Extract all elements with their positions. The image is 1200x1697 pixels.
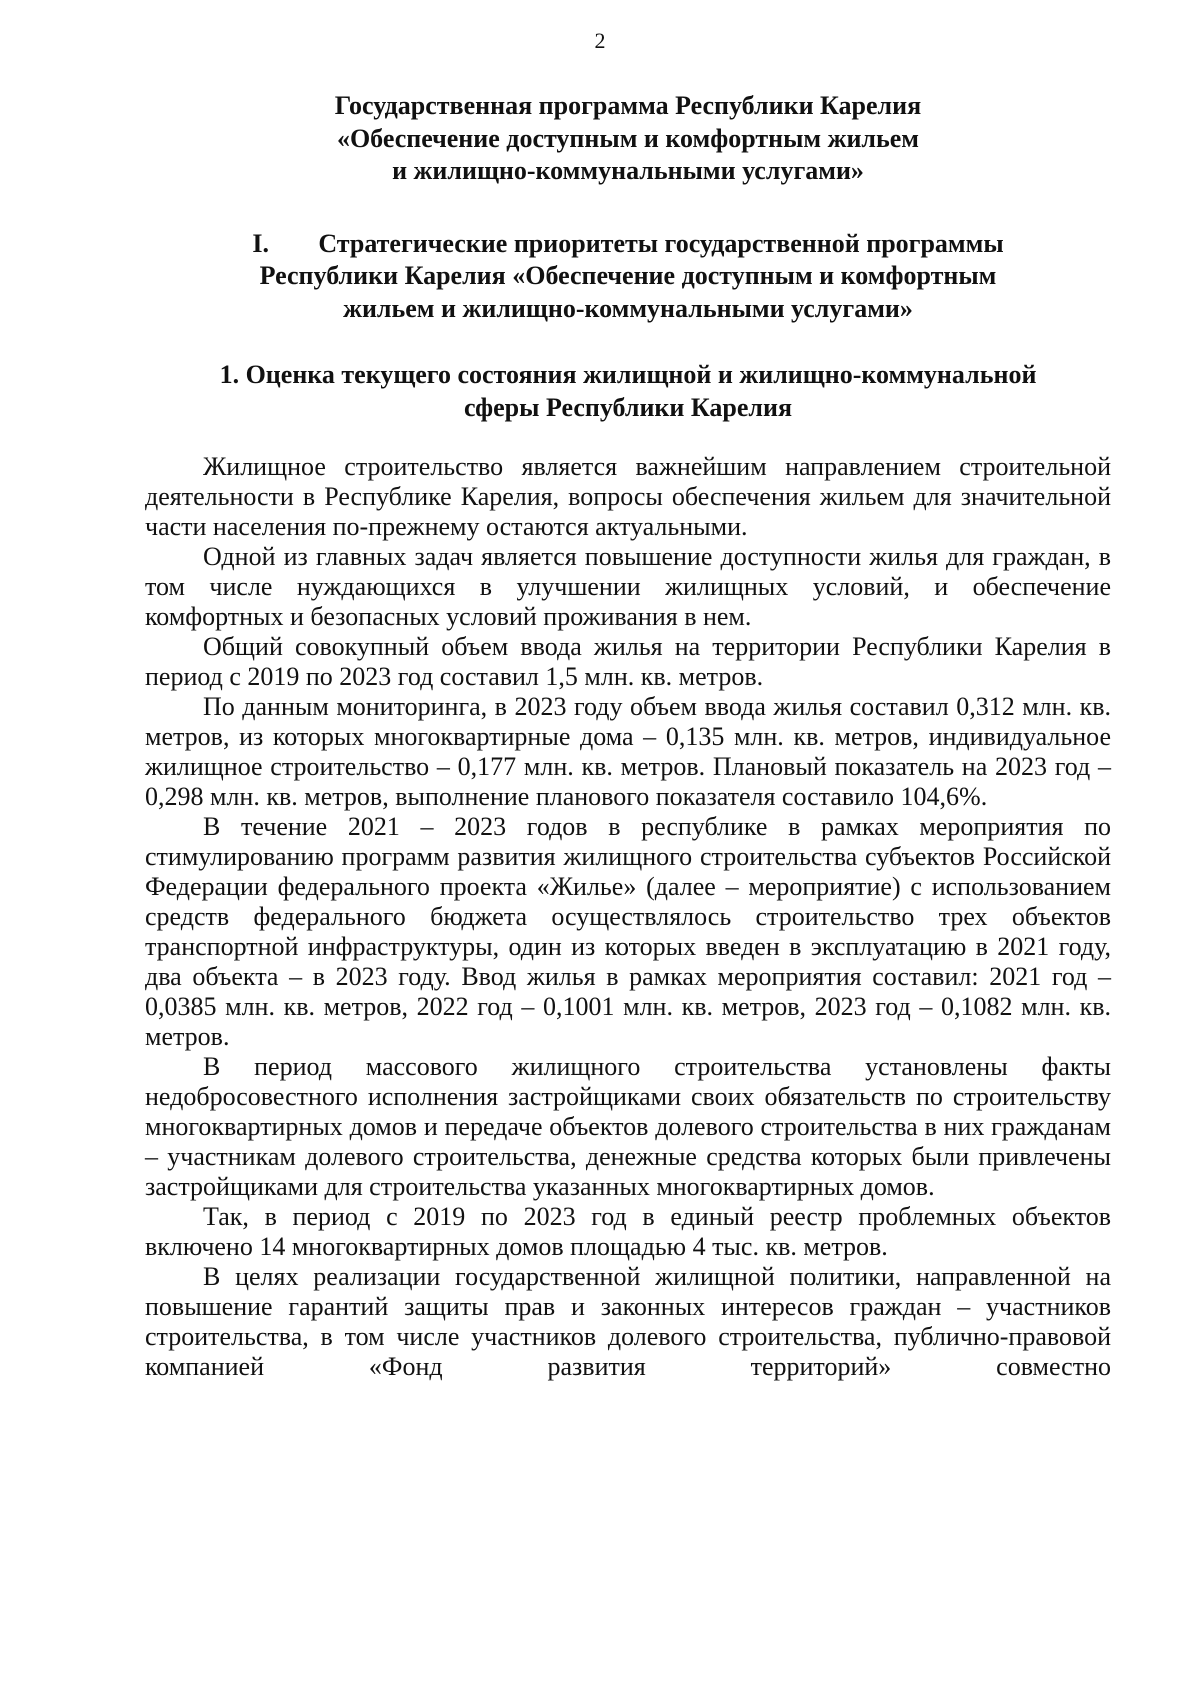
subsection-heading bbox=[145, 359, 1111, 424]
section-numeral: I. bbox=[252, 228, 269, 258]
section-heading-line-2: Республики Карелия «Обеспечение доступным и комфортным bbox=[259, 261, 997, 290]
paragraph: В течение 2021 – 2023 годов в республике в рамках мероприятия по стимулированию программ развития жилищного строительства субъектов Российской Федерации федерального проекта «Жилье» (далее – мероприятие) с использованием средств федерального бюджета осуществлялось строительство трех объектов транспортной инфраструктуры, один из которых введен в эксплуатацию в 2021 году, два объекта – в 2023 году. Ввод жилья в рамках мероприятия составил: 2021 год – 0,0385 млн. кв. метров, 2022 год – 0,1001 млн. кв. метров, 2023 год – 0,1082 млн. кв. метров. bbox=[145, 812, 1111, 1051]
document-content bbox=[145, 90, 1111, 1382]
paragraph: Общий совокупный объем ввода жилья на территории Республики Карелия в период с 2019 по 2023 год составил 1,5 млн. кв. метров. bbox=[145, 632, 1111, 691]
section-heading-line-3: жильем и жилищно-коммунальными услугами» bbox=[343, 293, 913, 323]
paragraph: Одной из главных задач является повышение доступности жилья для граждан, в том числе нуждающихся в улучшении жилищных условий, и обеспечение комфортных и безопасных условий проживания в нем. bbox=[145, 542, 1111, 631]
section-heading bbox=[145, 228, 1111, 326]
title-line-2: «Обеспечение доступным и комфортным жильем bbox=[336, 123, 920, 153]
subsection-heading-line-2: сферы Республики Карелия bbox=[463, 392, 793, 422]
subsection-heading-line-1: 1. Оценка текущего состояния жилищной и жилищно-коммунальной bbox=[219, 360, 1037, 389]
section-heading-line-1 bbox=[145, 228, 1111, 261]
page-number: 2 bbox=[594, 28, 606, 53]
body-text bbox=[145, 452, 1111, 1382]
document-title bbox=[145, 90, 1111, 188]
paragraph: В целях реализации государственной жилищной политики, направленной на повышение гарантий защиты прав и законных интересов граждан – участников строительства, в том числе участников долевого строительства, публично-правовой компанией «Фонд развития территорий» совместно bbox=[145, 1262, 1111, 1381]
title-line-3: и жилищно-коммунальными услугами» bbox=[392, 156, 864, 185]
paragraph: Жилищное строительство является важнейшим направлением строительной деятельности в Республике Карелия, вопросы обеспечения жильем для значительной части населения по-прежнему остаются актуальными. bbox=[145, 452, 1111, 541]
paragraph: В период массового жилищного строительства установлены факты недобросовестного исполнения застройщиками своих обязательств по строительству многоквартирных домов и передаче объектов долевого строительства в них гражданам – участникам долевого строительства, денежные средства которых были привлечены застройщиками для строительства указанных многоквартирных домов. bbox=[145, 1052, 1111, 1201]
title-line-1: Государственная программа Республики Карелия bbox=[334, 91, 922, 120]
section-heading-line-1-text: Стратегические приоритеты государственной программы bbox=[318, 228, 1004, 258]
paragraph: По данным мониторинга, в 2023 году объем ввода жилья составил 0,312 млн. кв. метров, из которых многоквартирные дома – 0,135 млн. кв. метров, индивидуальное жилищное строительство – 0,177 млн. кв. метров. Плановый показатель на 2023 год – 0,298 млн. кв. метров, выполнение планового показателя составило 104,6%. bbox=[145, 692, 1111, 811]
paragraph: Так, в период с 2019 по 2023 год в единый реестр проблемных объектов включено 14 многоквартирных домов площадью 4 тыс. кв. метров. bbox=[145, 1202, 1111, 1261]
